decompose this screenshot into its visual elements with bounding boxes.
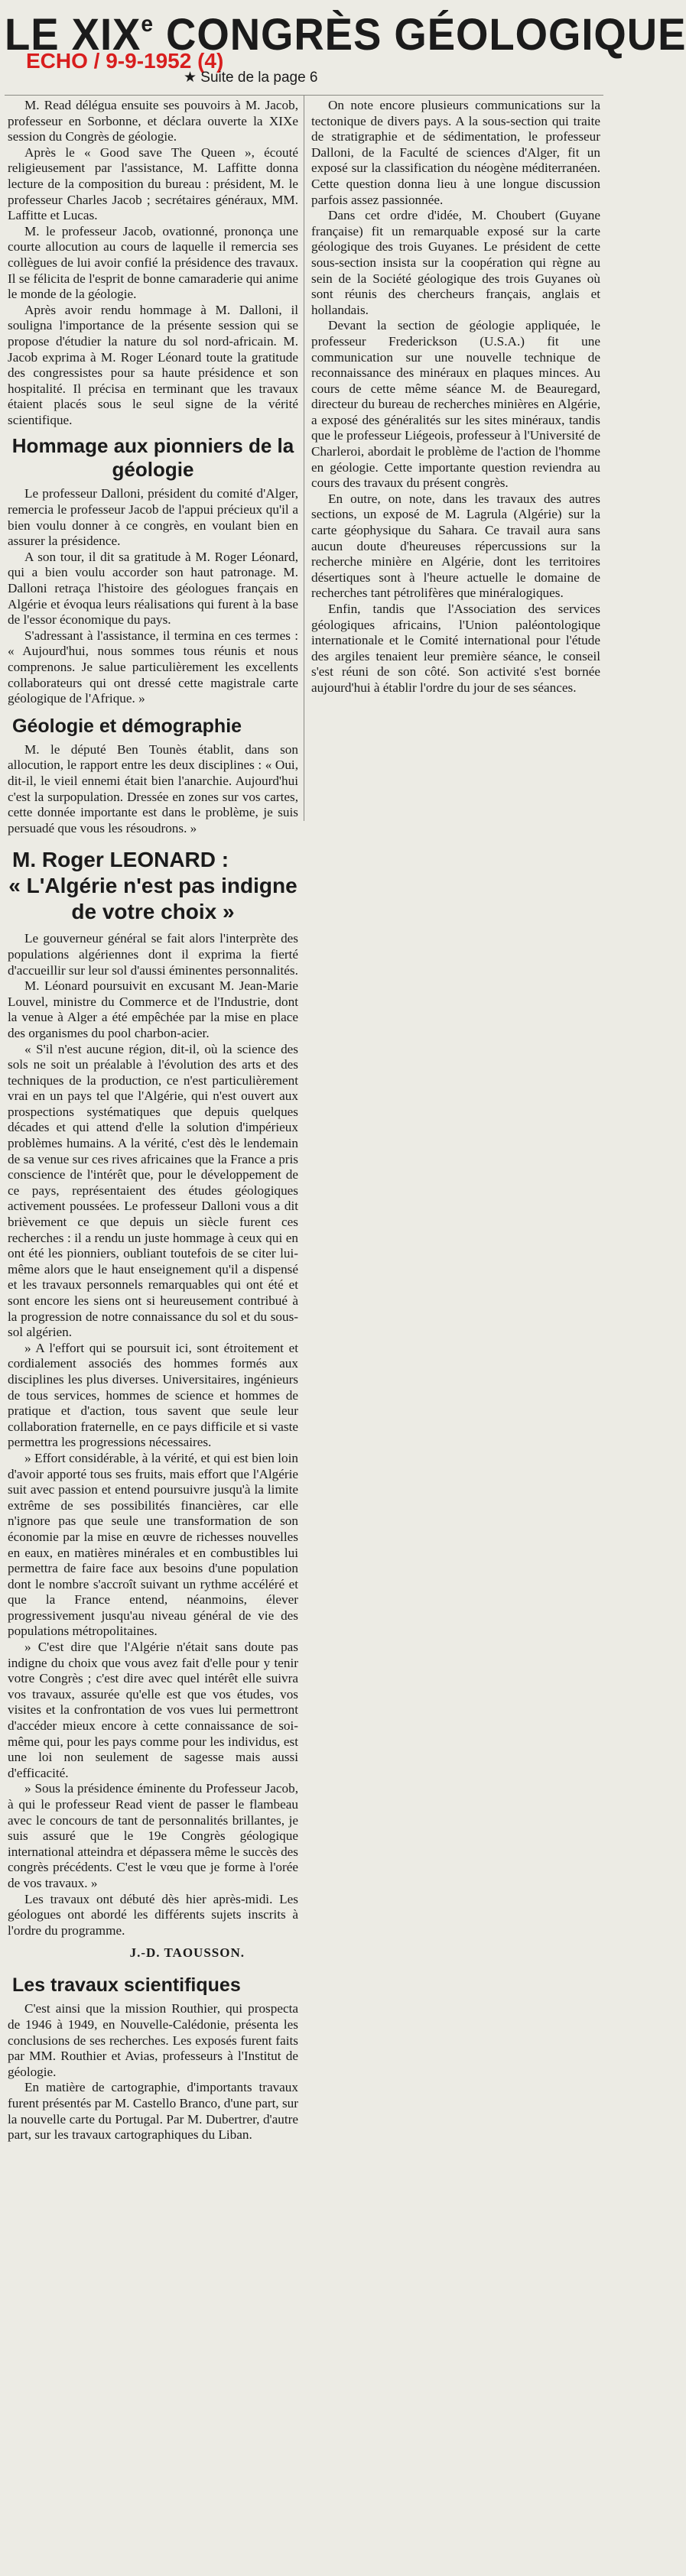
section-heading-travaux: Les travaux scientifiques (12, 1974, 241, 1997)
paragraph: En matière de cartographie, d'importants travaux furent présentés par M. Castello Branco, d'une part, sur la nouvelle carte du Portugal. Par M. Dubertrer, d'autre part, sur les travaux cartographiques du Liban. (8, 2080, 298, 2143)
paragraph: Enfin, tandis que l'Association des services géologiques africains, l'Union paléontologique internationale et le Comité international pour l'étude des argiles tenaient leur première séance, le conseil s'est réuni de son côté. Son activité s'est bornée aujourd'hui à établir l'ordre du jour de ses séances. (311, 602, 600, 695)
section-heading-demographie: Géologie et démographie (12, 715, 242, 737)
right-column (311, 98, 600, 696)
paragraph: » Effort considérable, à la vérité, et qui est bien loin d'avoir apporté tous ses fruits, mais effort que l'Algérie suit avec passion et entend poursuivre jusqu'à la limite extrême de ses possibilités financières, car elle n'ignore pas que seule une transformation de son économie par la mise en œuvre de richesses nouvelles en eaux, en matières minérales et en combustibles lui permettra de faire face aux besoins d'une population dont le nombre s'accroît suivant un rythme accéléré et que la France entend, néanmoins, élever progressivement jusqu'au niveau général de vie des populations métropolitaines. (8, 1450, 298, 1639)
section-subheading-leonard: « L'Algérie n'est pas indigne de votre choix » (8, 874, 297, 924)
left-column (8, 98, 298, 2143)
paragraph: Dans cet ordre d'idée, M. Choubert (Guyane française) fit un remarquable exposé sur la carte géologique des trois Guyanes. Le président de cette sous-section insista sur la coopération qui règne au sein de la Société géologique des trois Guyanes où sont réunis des chercheurs français, anglais et hollandais. (311, 208, 600, 317)
archive-stamp: ECHO / 9-9-1952 (4) (26, 49, 224, 73)
continuation-note: ★ Suite de la page 6 (184, 70, 318, 86)
paragraph: En outre, on note, dans les travaux des autres sections, un exposé de M. Lagrula (Algérie) sur la carte géophysique du Sahara. Ce travail aura sans aucun doute d'heureuses répercussions sur la recherche minière en Algérie, dont les territoires désertiques sont à l'heure actuelle le domaine de recherches tant pétrolifères que minéralogiques. (311, 491, 600, 601)
title-part: LE XIX (5, 10, 141, 60)
paragraph: S'adressant à l'assistance, il termina en ces termes : « Aujourd'hui, nous sommes tous réunis et nous comprenons. Je salue particulièrement les excellents collaborateurs qui ont dressé cette magistrale carte géologique de l'Afrique. » (8, 628, 298, 706)
paragraph: M. le professeur Jacob, ovationné, prononça une courte allocution au cours de laquelle il remercia ses collègues de lui avoir confié la présidence des travaux. Il se félicita de l'esprit de bonne camaraderie qui anime le monde de la géologie. (8, 223, 298, 302)
paragraph: Les travaux ont débuté dès hier après-midi. Les géologues ont abordé les différents sujets inscrits à l'ordre du programme. (8, 1891, 298, 1938)
paragraph: C'est ainsi que la mission Routhier, qui prospecta de 1946 à 1949, en Nouvelle-Calédonie, présenta les conclusions de ses recherches. Les exposés furent faits par MM. Routhier et Avias, professeurs à l'Institut de géologie. (8, 2001, 298, 2079)
author-signature: J.-D. TAOUSSON. (129, 1945, 245, 1961)
paragraph: A son tour, il dit sa gratitude à M. Roger Léonard, qui a bien voulu accorder son haut patronage. M. Dalloni retraça l'histoire des géologues français en Algérie et évoqua leurs réalisations qui furent à la base de l'essor économique du pays. (8, 549, 298, 628)
paragraph: Le professeur Dalloni, président du comité d'Alger, remercia le professeur Jacob de l'appui précieux qu'il a bien voulu donner à ce congrès, en voulant bien en assurer la présidence. (8, 486, 298, 549)
masthead (0, 0, 686, 99)
section-heading-hommage: Hommage aux pionniers de la géologie (11, 434, 294, 482)
paragraph: M. le député Ben Tounès établit, dans son allocution, le rapport entre les deux disciplines : « Oui, dit-il, le vieil ennemi était bien l'anarchie. Aujourd'hui c'est la surpopulation. Dressée en zones sur vos cartes, cette donnée importante est dans le problème, je suis persuadé que vous les résoudrons. » (8, 741, 298, 835)
paragraph: » C'est dire que l'Algérie n'était sans doute pas indigne du choix que vous avez fait d'elle pour y tenir votre Congrès ; c'est dire avec quel intérêt elle suivra vos travaux, assurée qu'elle est que vos études, vos visites et la confrontation de vos vues lui permettront d'accéder mieux encore à cette connaissance de soi-même qui, pour les pays comme pour les individus, est une loi non seulement de sagesse mais aussi d'efficacité. (8, 1640, 298, 1780)
paragraph: Après avoir rendu hommage à M. Dalloni, il souligna l'importance de la présente session qui se propose d'étudier la nature du sol nord-africain. M. Jacob exprima à M. Roger Léonard toute la gratitude des congressistes pour sa haute présidence et son hospitalité. Il précisa en terminant que les travaux étaient placés sous le seul signe de la vérité scientifique. (8, 302, 298, 427)
paragraph: » Sous la présidence éminente du Professeur Jacob, à qui le professeur Read vient de passer le flambeau avec le concours de tant de personnalités brillantes, je suis assuré que le 19e Congrès géologique international atteindra et dépassera même le succès des congrès précédents. C'est le vœu que je forme à l'orée de vos travaux. » (8, 1781, 298, 1890)
paragraph: M. Read délégua ensuite ses pouvoirs à M. Jacob, professeur en Sorbonne, et déclara ouverte la XIXe session du Congrès de géologie. (8, 98, 298, 144)
paragraph: Devant la section de géologie appliquée, le professeur Frederickson (U.S.A.) fit une communication sur une nouvelle technique de reconnaissance des minéraux en plaques minces. Au cours de cette même séance M. de Beauregard, directeur du bureau de recherches minières en Algérie, a exposé des généralités sur les sites minéraux, tandis que le professeur Liégeois, professeur à l'Université de Charleroi, abordait le problème de l'action de l'homme en géologie. Cette importante question reviendra au cours des travaux du présent congrès. (311, 318, 600, 491)
section-heading-leonard: M. Roger LEONARD : (12, 848, 229, 872)
paragraph: On note encore plusieurs communications sur la tectonique de divers pays. A la sous-section qui traite de stratigraphie et de sédimentation, le professeur Dalloni, de la Faculté de sciences d'Alger, fit un exposé sur la classification du néogène méditerranéen. Cette question donna lieu à une longue discussion parfois assez passionnée. (311, 98, 600, 207)
paragraph: Le gouverneur général se fait alors l'interprète des populations algériennes dont il exprima la fierté d'accueillir sur leur sol d'aussi éminentes personnalités. (8, 931, 298, 978)
paragraph: « S'il n'est aucune région, dit-il, où la science des sols ne soit un préalable à l'évolution des arts et des techniques de la production, ce n'est particulièrement vrai en un pays tel que l'Algérie, qui n'est ouvert aux prospections systématiques que depuis quelques décades et qui attend d'elle la solution d'impérieux problèmes humains. A la vérité, c'est dès le lendemain de sa venue sur ces rives africaines que la France a pris conscience de l'intérêt que, pour le développement de ce pays, représentaient des études géologiques activement poussées. Le professeur Dalloni vous a dit brièvement ce que depuis un siècle furent ces recherches : il a rendu un juste hommage à ceux qui en ont été les pionniers, oubliant toutefois de se citer lui-même alors que le haut enseignement qu'il a dispensé et les travaux personnels remarquables qui ont été et sont encore les siens ont si heureusement contribué à la progression de notre connaissance du sol et du sous-sol algérien. (8, 1041, 298, 1340)
title-superscript: e (141, 11, 154, 37)
title-part: CONGRÈS GÉOLOGIQUE (153, 10, 686, 60)
paragraph: » A l'effort qui se poursuit ici, sont étroitement et cordialement associés des hommes formés aux disciplines les plus diverses. Universitaires, ingénieurs de tous services, hommes de science et hommes de pratique et d'action, tous savent que seule leur collaboration fraternelle, en ce pays difficile et si vaste permettra les progressions nécessaires. (8, 1340, 298, 1450)
paragraph: M. Léonard poursuivit en excusant M. Jean-Marie Louvel, ministre du Commerce et de l'Industrie, dont la venue à Alger a été empêchée par la mise en place des organismes du pool charbon-acier. (8, 978, 298, 1040)
paragraph: Après le « Good save The Queen », écouté religieusement par l'assistance, M. Laffitte donna lecture de la composition du bureau : président, M. le professeur Charles Jacob ; secrétaires généraux, MM. Laffitte et Lucas. (8, 144, 298, 223)
